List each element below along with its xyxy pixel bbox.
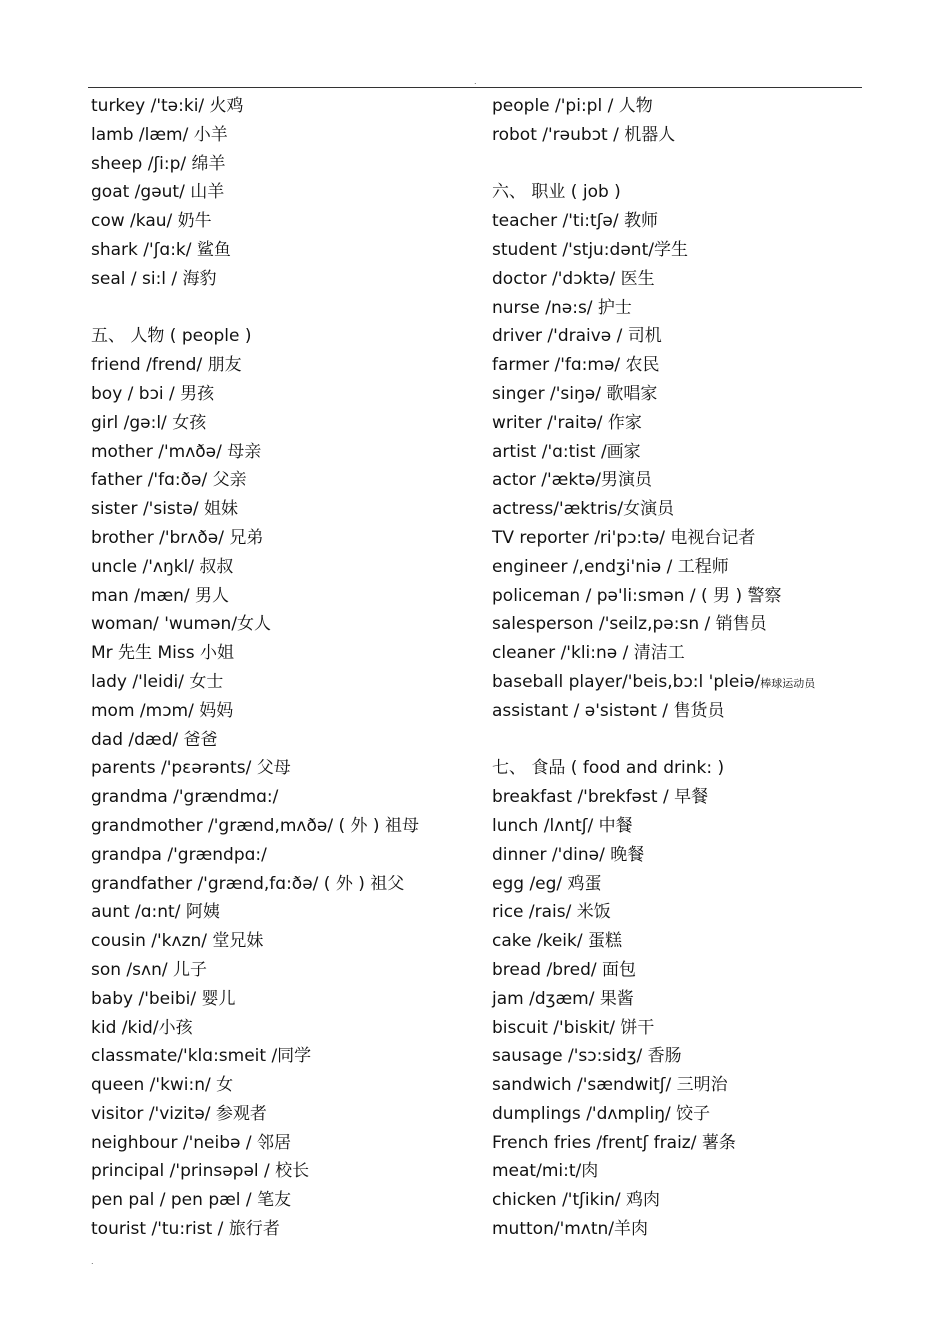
list-item: rice /rais/ 米饭	[492, 902, 611, 923]
list-item: actor /'æktə/男演员	[492, 470, 653, 491]
list-item: sausage /'sɔ:sidʒ/ 香肠	[492, 1046, 682, 1067]
list-item: son /sʌn/ 儿子	[91, 959, 207, 980]
list-item: lunch /lʌntʃ/ 中餐	[492, 815, 633, 836]
list-item: seal / si:l / 海豹	[91, 268, 217, 289]
list-item: goat /gəut/ 山羊	[91, 182, 225, 203]
list-item: classmate/'klɑ:smeit /同学	[91, 1046, 312, 1067]
list-item: egg /eg/ 鸡蛋	[492, 873, 602, 894]
list-item: bread /bred/ 面包	[492, 959, 636, 980]
list-item: dumplings /'dʌmpliŋ/ 饺子	[492, 1103, 711, 1124]
list-item: shark /'ʃɑ:k/ 鲨鱼	[91, 239, 231, 260]
list-item: artist /'ɑ:tist /画家	[492, 441, 641, 462]
list-item: man /mæn/ 男人	[91, 585, 230, 606]
list-item: chicken /'tʃikin/ 鸡肉	[492, 1190, 661, 1211]
section-heading-people: 五、 人物 ( people )	[91, 326, 252, 347]
list-item: cake /keik/ 蛋糕	[492, 931, 622, 952]
list-item: jam /dʒæm/ 果酱	[492, 988, 634, 1009]
list-item: sheep /ʃi:p/ 绵羊	[91, 153, 226, 174]
list-item: kid /kid/小孩	[91, 1017, 193, 1038]
baseball-player-text: baseball player/'beis,bɔ:l 'pleiə/	[492, 671, 761, 692]
list-item-baseball-player	[492, 668, 872, 697]
list-item: robot /'rəubɔt / 机器人	[492, 124, 676, 145]
list-item: girl /gə:l/ 女孩	[91, 412, 207, 433]
list-item: cousin /'kʌzn/ 堂兄妹	[91, 931, 264, 952]
blank-line	[91, 294, 471, 323]
list-item: farmer /'fɑ:mə/ 农民	[492, 355, 660, 376]
list-item: mom /mɔm/ 妈妈	[91, 700, 234, 721]
list-item: baby /'beibi/ 婴儿	[91, 988, 236, 1009]
list-item: neighbour /'neibə / 邻居	[91, 1132, 292, 1153]
list-item: brother /'brʌðə/ 兄弟	[91, 527, 264, 548]
list-item: uncle /'ʌŋkl/ 叔叔	[91, 556, 234, 577]
list-item: writer /'raitə/ 作家	[492, 412, 642, 433]
list-item: pen pal / pen pæl / 笔友	[91, 1190, 292, 1211]
list-item: assistant / ə'sistənt / 售货员	[492, 700, 725, 721]
list-item: policeman / pə'li:smən / ( 男 ) 警察	[492, 585, 782, 606]
list-item: woman/ 'wumən/女人	[91, 614, 272, 635]
list-item: queen /'kwi:n/ 女	[91, 1075, 234, 1096]
list-item: lady /'leidi/ 女士	[91, 671, 224, 692]
list-item: visitor /'vizitə/ 参观者	[91, 1103, 267, 1124]
list-item: Mr 先生 Miss 小姐	[91, 643, 234, 664]
list-item: grandfather /'grænd,fɑ:ðə/ ( 外 ) 祖父	[91, 873, 405, 894]
header-rule	[88, 87, 862, 88]
list-item: mutton/'mʌtn/羊肉	[492, 1219, 649, 1240]
baseball-player-meaning: 棒球运动员	[760, 676, 816, 690]
list-item: tourist /'tu:rist / 旅行者	[91, 1219, 280, 1240]
list-item: grandmother /'grænd,mʌðə/ ( 外 ) 祖母	[91, 815, 419, 836]
list-item: meat/mi:t/肉	[492, 1161, 599, 1182]
left-column	[91, 92, 471, 1244]
list-item: French fries /frentʃ fraiz/ 薯条	[492, 1132, 736, 1153]
list-item: engineer /,endʒi'niə / 工程师	[492, 556, 729, 577]
list-item: driver /'draivə / 司机	[492, 326, 662, 347]
list-item: mother /'mʌðə/ 母亲	[91, 441, 262, 462]
list-item: friend /frend/ 朋友	[91, 355, 242, 376]
right-column	[492, 92, 872, 1244]
section-heading-food: 七、 食品 ( food and drink: )	[492, 758, 725, 779]
blank-line	[492, 150, 872, 179]
list-item: biscuit /'biskit/ 饼干	[492, 1017, 655, 1038]
section-heading-job: 六、 职业 ( job )	[492, 182, 621, 203]
list-item: lamb /læm/ 小羊	[91, 124, 228, 145]
list-item: breakfast /'brekfəst / 早餐	[492, 787, 709, 808]
list-item: aunt /ɑ:nt/ 阿姨	[91, 902, 220, 923]
footer-mark: .	[91, 1257, 94, 1266]
list-item: TV reporter /ri'pɔ:tə/ 电视台记者	[492, 527, 756, 548]
list-item: salesperson /'seilz,pə:sn / 销售员	[492, 614, 767, 635]
list-item: student /'stju:dənt/学生	[492, 239, 688, 260]
list-item: cow /kau/ 奶牛	[91, 211, 212, 232]
list-item: singer /'siŋə/ 歌唱家	[492, 383, 658, 404]
list-item: parents /'pɛərənts/ 父母	[91, 758, 291, 779]
list-item: people /'pi:pl / 人物	[492, 96, 653, 116]
header-mark: .	[474, 77, 477, 86]
list-item: principal /'prinsəpəl / 校长	[91, 1161, 310, 1182]
list-item: grandma /'grændmɑ:/	[91, 787, 279, 808]
list-item: actress/'æktris/女演员	[492, 499, 675, 520]
list-item: nurse /nə:s/ 护士	[492, 297, 632, 318]
list-item: father /'fɑ:ðə/ 父亲	[91, 470, 247, 491]
list-item: teacher /'ti:tʃə/ 教师	[492, 211, 658, 232]
list-item: sandwich /'sændwitʃ/ 三明治	[492, 1075, 728, 1096]
list-item: turkey /'tə:ki/ 火鸡	[91, 96, 244, 116]
list-item: boy / bɔi / 男孩	[91, 383, 215, 404]
list-item: cleaner /'kli:nə / 清洁工	[492, 643, 685, 664]
list-item: doctor /'dɔktə/ 医生	[492, 268, 655, 289]
list-item: dad /dæd/ 爸爸	[91, 729, 218, 750]
list-item: grandpa /'grændpɑ:/	[91, 844, 267, 865]
blank-line	[492, 726, 872, 755]
list-item: dinner /'dinə/ 晚餐	[492, 844, 645, 865]
list-item: sister /'sistə/ 姐妹	[91, 499, 239, 520]
